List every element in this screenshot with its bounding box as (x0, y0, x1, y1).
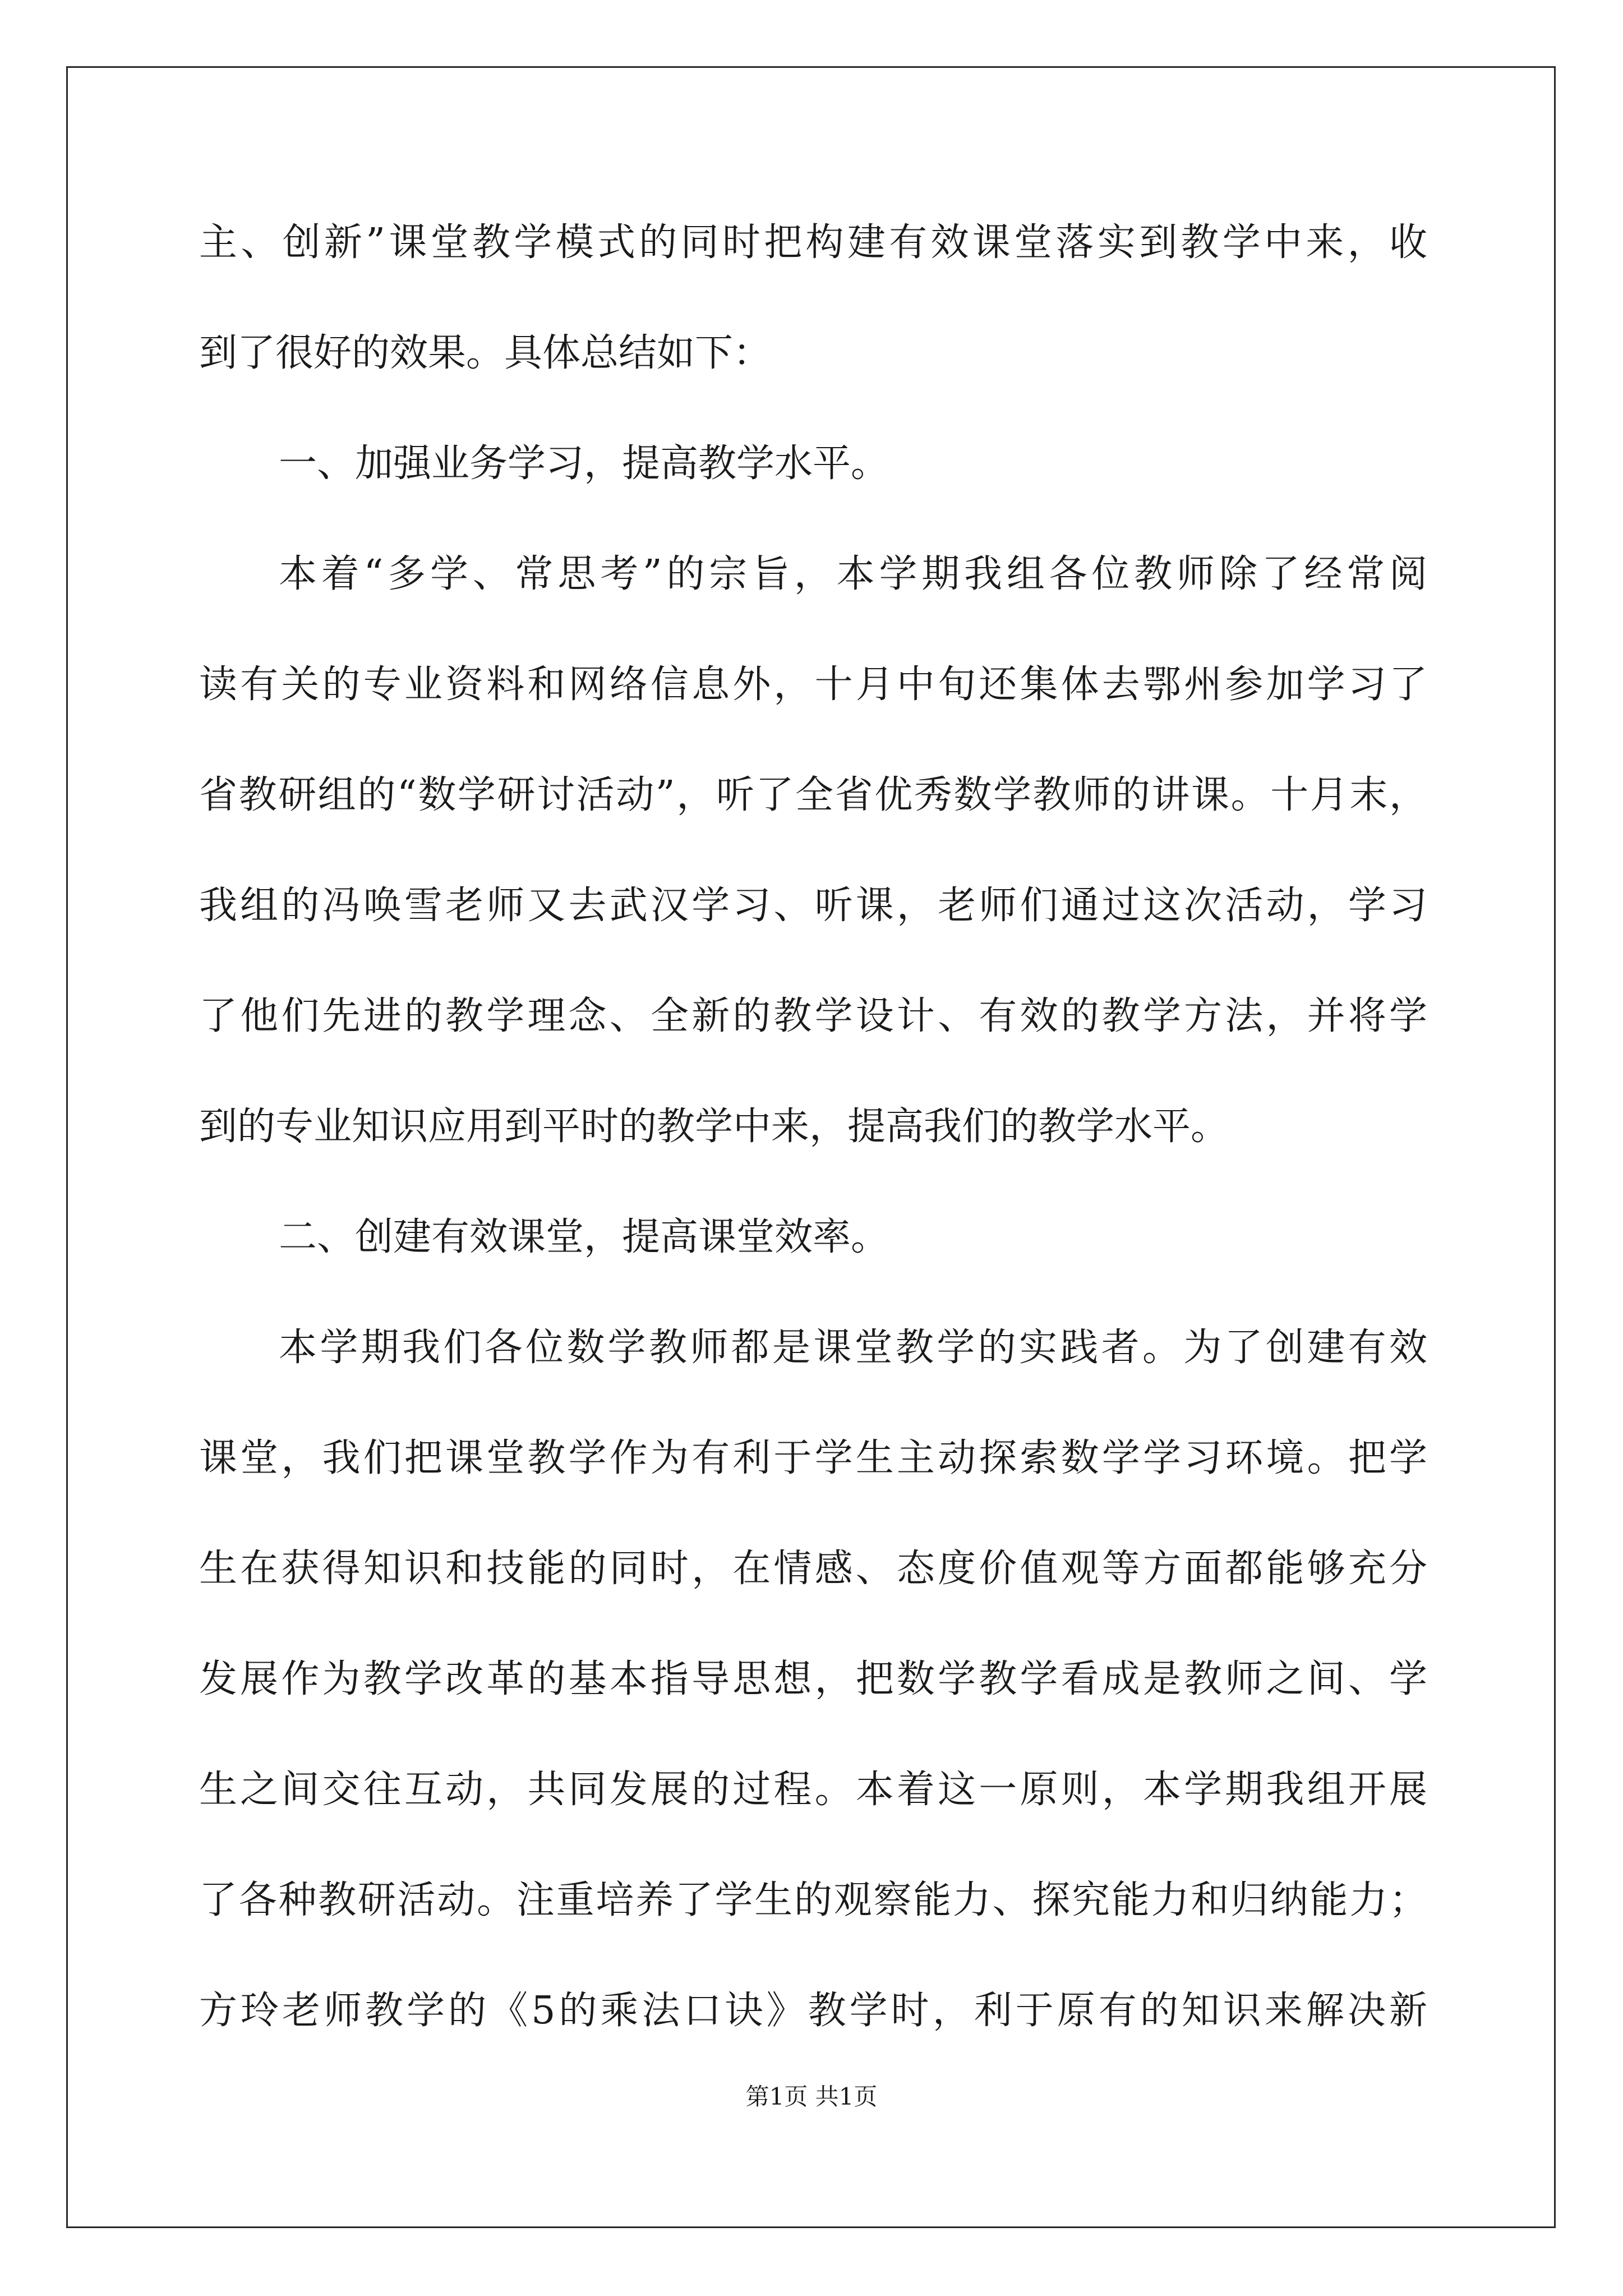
paragraph-line: 课堂，我们把课堂教学作为有利于学生主动探索数学学习环境。把学 (199, 1436, 1427, 1480)
paragraph-line: 读有关的专业资料和网络信息外，十月中旬还集体去鄂州参加学习了 (199, 662, 1427, 707)
paragraph-line: 生在获得知识和技能的同时，在情感、态度价值观等方面都能够充分 (199, 1547, 1427, 1591)
paragraph-line: 本着“多学、常思考”的宗旨，本学期我组各位教师除了经常阅 (279, 552, 1427, 596)
section-heading: 二、创建有效课堂，提高课堂效率。 (279, 1215, 889, 1259)
paragraph-line: 生之间交往互动，共同发展的过程。本着这一原则，本学期我组开展 (199, 1768, 1427, 1812)
paragraph-line: 到了很好的效果。具体总结如下： (199, 331, 772, 375)
paragraph-line: 本学期我们各位数学教师都是课堂教学的实践者。为了创建有效 (279, 1326, 1427, 1370)
section-heading: 一、加强业务学习，提高教学水平。 (279, 441, 889, 486)
paragraph-line: 发展作为教学改革的基本指导思想，把数学教学看成是教师之间、学 (199, 1657, 1427, 1701)
paragraph-line: 省教研组的“数学研讨活动”，听了全省优秀数学教师的讲课。十月末， (199, 773, 1427, 817)
paragraph-line: 我组的冯唤雪老师又去武汉学习、听课，老师们通过这次活动，学习 (199, 884, 1427, 928)
paragraph-line: 主、创新”课堂教学模式的同时把构建有效课堂落实到教学中来，收 (199, 220, 1427, 265)
paragraph-line: 了他们先进的教学理念、全新的教学设计、有效的教学方法，并将学 (199, 994, 1427, 1038)
paragraph-line: 了各种教研活动。注重培养了学生的观察能力、探究能力和归纳能力； (199, 1878, 1427, 1922)
paragraph-line: 方玲老师教学的《5的乘法口诀》教学时，利于原有的知识来解决新 (199, 1989, 1427, 2033)
paragraph-line: 到的专业知识应用到平时的教学中来，提高我们的教学水平。 (199, 1105, 1229, 1149)
page-number-footer: 第1页 共1页 (745, 2083, 878, 2110)
